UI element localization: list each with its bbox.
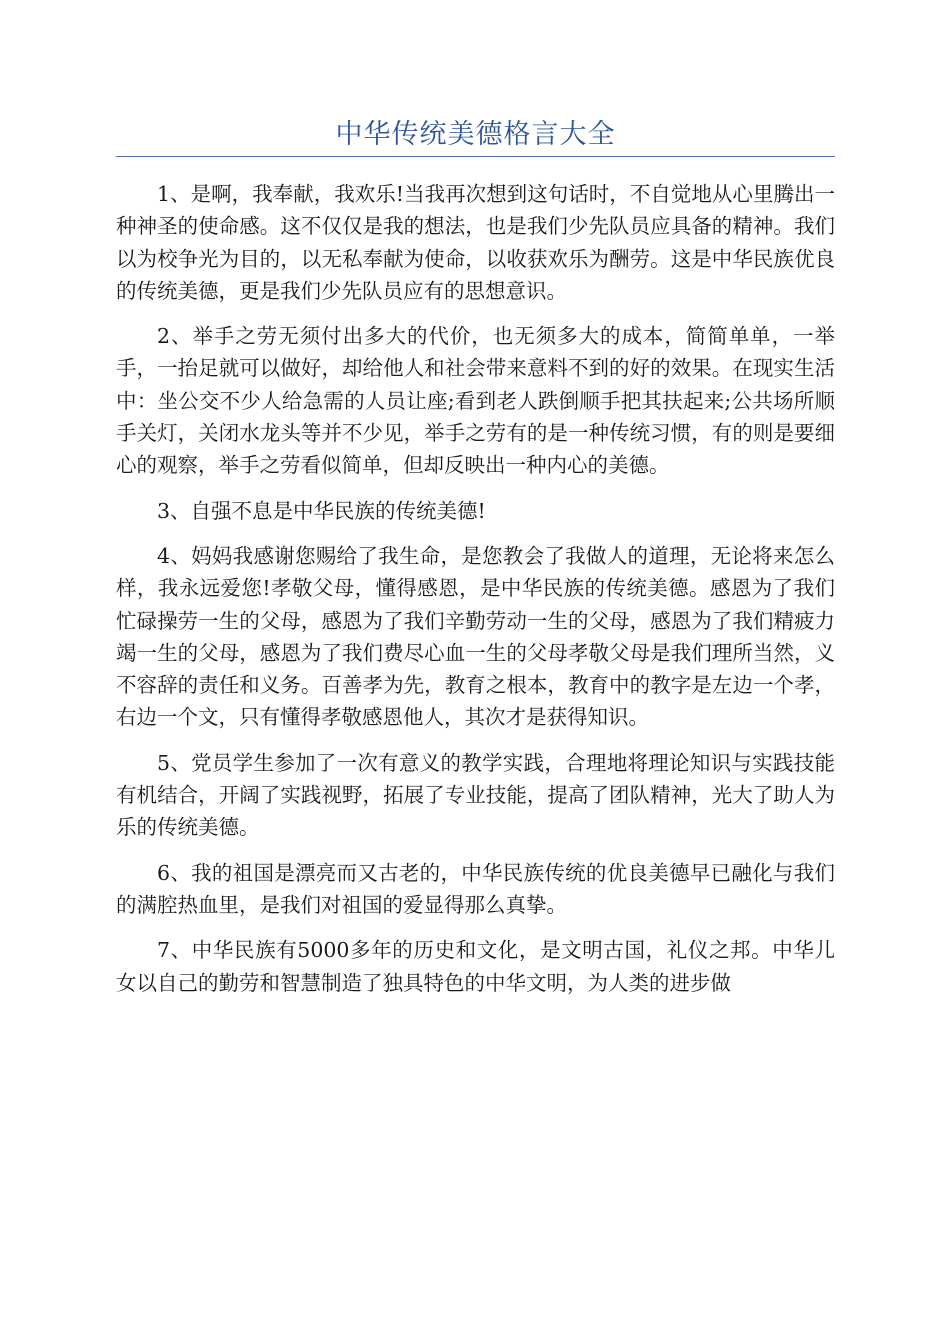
paragraph-6: 6、我的祖国是漂亮而又古老的，中华民族传统的优良美德早已融化与我们的满腔热血里，是我们对祖国的爱显得那么真挚。: [116, 860, 835, 917]
document-title: 中华传统美德格言大全: [335, 119, 616, 150]
title-underline: [116, 156, 835, 157]
paragraph-5: 5、党员学生参加了一次有意义的教学实践，合理地将理论知识与实践技能有机结合，开阔了实践视野，拓展了专业技能，提高了团队精神，光大了助人为乐的传统美德。: [116, 750, 835, 840]
document-page: [116, 0, 835, 1012]
paragraph-2: 2、举手之劳无须付出多大的代价，也无须多大的成本，简简单单，一举手，一抬足就可以做好，却给他人和社会带来意料不到的好的效果。在现实生活中：坐公交不少人给急需的人员让座;看到老人跌倒顺手把其扶起来;公共场所顺手关灯，关闭水龙头等并不少见，举手之劳有的是一种传统习惯，有的则是要细心的观察，举手之劳看似简单，但却反映出一种内心的美德。: [116, 324, 835, 478]
paragraph-7: 7、中华民族有5000多年的历史和文化，是文明古国，礼仪之邦。中华儿女以自己的勤劳和智慧制造了独具特色的中华文明，为人类的进步做: [116, 938, 835, 995]
paragraph-1: 1、是啊，我奉献，我欢乐!当我再次想到这句话时，不自觉地从心里腾出一种神圣的使命感。这不仅仅是我的想法，也是我们少先队员应具备的精神。我们以为校争光为目的，以无私奉献为使命，以收获欢乐为酬劳。这是中华民族优良的传统美德，更是我们少先队员应有的思想意识。: [116, 182, 835, 303]
paragraph-3: 3、自强不息是中华民族的传统美德!: [157, 498, 486, 523]
paragraph-4: 4、妈妈我感谢您赐给了我生命，是您教会了我做人的道理，无论将来怎么样，我永远爱您!孝敬父母，懂得感恩，是中华民族的传统美德。感恩为了我们忙碌操劳一生的父母，感恩为了我们辛勤劳动一生的父母，感恩为了我们精疲力竭一生的父母，感恩为了我们费尽心血一生的父母孝敬父母是我们理所当然，义不容辞的责任和义务。百善孝为先，教育之根本，教育中的教字是左边一个孝，右边一个文，只有懂得孝敬感恩他人，其次才是获得知识。: [116, 543, 835, 730]
document-body: [116, 178, 835, 999]
